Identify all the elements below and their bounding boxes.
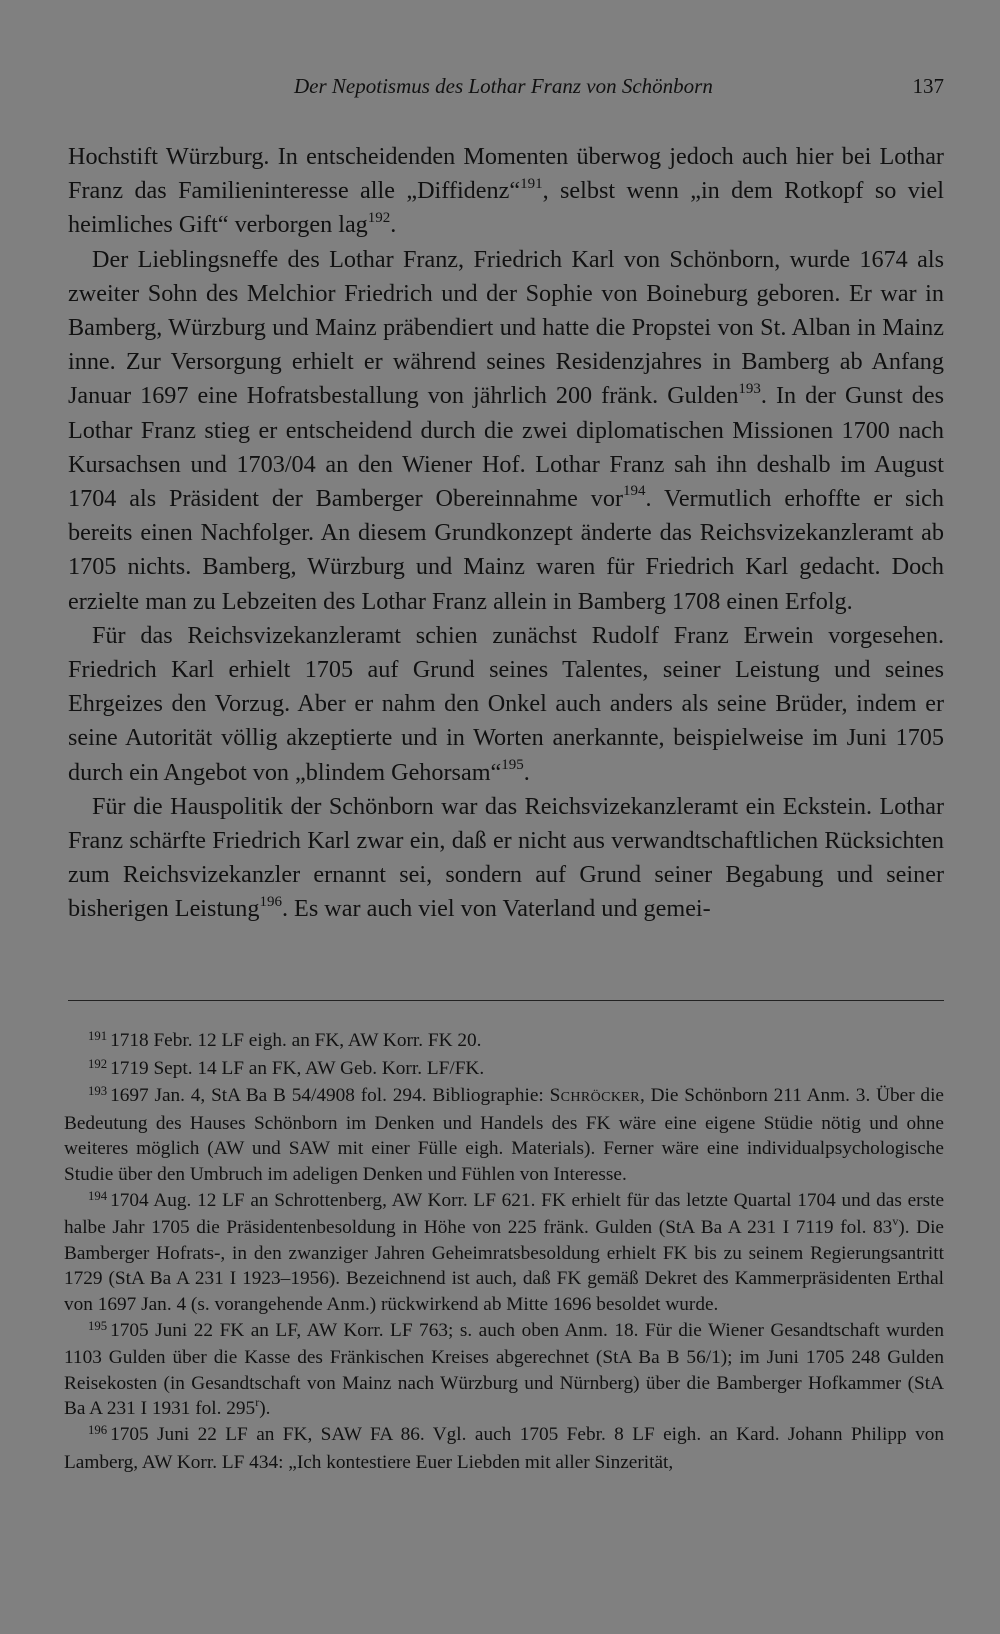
footnote-text: ). <box>259 1398 271 1420</box>
folio-side: v <box>892 1213 899 1228</box>
main-text <box>68 140 944 927</box>
footnote-number: 192 <box>88 1056 108 1071</box>
footnote-text: 1705 Juni 22 LF an FK, SAW FA 86. Vgl. auch 1705 Febr. 8 LF eigh. an Kard. Johann Philipp von Lamberg, AW Korr. LF 434: „Ich kontestiere Euer Liebden mit aller Sinzerität, <box>64 1423 944 1473</box>
text-run: . <box>523 758 530 786</box>
footnote-divider <box>68 1000 944 1001</box>
text-run: Für die Hauspolitik der Schönborn war das Reichsvizekanzleramt ein Eckstein. Lothar Franz schärfte Friedrich Karl zwar ein, daß er nicht aus verwandtschaftlichen Rücksichten zum Reichsvizekanzler ernannt sei, sondern auf Grund seiner Begabung und seiner bisherigen Leistung <box>68 792 944 923</box>
footnote-text: 1705 Juni 22 FK an LF, AW Korr. LF 763; s. auch oben Anm. 18. Für die Wiener Gesandtschaft wurden 1103 Gulden über die Kasse des Fränkischen Kreises abgerechnet (StA Ba B 56/1); im Juni 1705 248 Gulden Reisekosten (in Gesandtschaft von Mainz nach Würzburg und Nürnberg) über die Bamberger Hofkammer (StA Ba A 231 I 1931 fol. 295 <box>64 1319 944 1420</box>
footnote-text: 1704 Aug. 12 LF an Schrottenberg, AW Korr. LF 621. FK erhielt für das letzte Quartal 1704 und das erste halbe Jahr 1705 die Präsidentenbesoldung in Höhe von 225 fränk. Gulden (StA Ba A 231 I 7119 fol. 83 <box>64 1189 944 1239</box>
text-run: , selbst wenn „in dem Rotkopf so viel heimliches Gift“ verborgen lag <box>68 177 944 239</box>
footnotes <box>64 1028 944 1475</box>
text-run: . In der Gunst des Lothar Franz stieg er entscheidend durch die zwei diplomatischen Missionen 1700 nach Kursachsen und 1703/04 an den Wiener Hof. Lothar Franz sah ihn deshalb im August 1704 als Präsident der Bamberger Obereinnahme vor <box>68 382 945 513</box>
folio-side: r <box>255 1394 260 1409</box>
page-number: 137 <box>912 74 944 98</box>
text-run: . Vermutlich erhoffte er sich bereits einen Nachfolger. An diesem Grundkonzept änderte das Reichsvizekanzleramt ab 1705 nichts. Bamberg, Würzburg und Mainz waren für Friedrich Karl gedacht. Doch erzielte man zu Lebzeiten des Lothar Franz allein in Bamberg 1708 einen Erfolg. <box>68 485 944 615</box>
footnote <box>64 1188 944 1318</box>
paragraph <box>68 243 944 619</box>
running-title: Der Nepotismus des Lothar Franz von Schönborn <box>294 74 713 98</box>
text-run: Für das Reichsvizekanzleramt schien zunächst Rudolf Franz Erwein vorgesehen. Friedrich Karl erhielt 1705 auf Grund seines Talentes, seiner Leistung und seines Ehrgeizes den Vorzug. Aber er nahm den Onkel auch anders als seine Brüder, indem er seine Autorität völlig akzeptierte und in Worten anerkannte, beispielweise im Juni 1705 durch ein Angebot von „blindem Gehorsam“ <box>68 621 944 786</box>
paragraph <box>68 140 944 243</box>
text-run: Der Lieblingsneffe des Lothar Franz, Friedrich Karl von Schönborn, wurde 1674 als zweiter Sohn des Melchior Friedrich und der Sophie von Boineburg geboren. Er war in Bamberg, Würzburg und Mainz präbendiert und hatte die Propstei von St. Alban in Mainz inne. Zur Versorgung erhielt er während seines Residenzjahres in Bamberg ab Anfang Januar 1697 eine Hofratsbestallung von jährlich 200 fränk. Gulden <box>68 245 944 410</box>
footnote-ref: 191 <box>520 175 543 192</box>
text-run: Hochstift Würzburg. In entscheidenden Momenten überwog jedoch auch hier bei Lothar Franz das Familieninteresse alle „Diffidenz“ <box>68 143 944 205</box>
footnote-text: 1697 Jan. 4, StA Ba B 54/4908 fol. 294. Bibliographie: <box>110 1085 550 1107</box>
footnote <box>64 1422 944 1475</box>
footnote <box>64 1028 944 1056</box>
page-header <box>68 74 944 108</box>
footnote-text: 1719 Sept. 14 LF an FK, AW Geb. Korr. LF/FK. <box>110 1057 485 1079</box>
footnote <box>64 1083 944 1187</box>
paragraph <box>68 619 944 790</box>
footnote-text: , Die Schönborn 211 Anm. 3. Über die Bedeutung des Hauses Schönborn im Denken und Handels des FK wäre eine eigene Stüdie nötig und ohne weiteres möglich (AW und SAW mit einer Fülle eigh. Materials). Ferner wäre eine individualpsychologische Studie über den Umbruch im adeligen Denken und Fühlen von Interesse. <box>64 1085 944 1185</box>
paragraph <box>68 790 944 927</box>
footnote-number: 195 <box>88 1318 108 1333</box>
footnote <box>64 1318 944 1422</box>
footnote-text: 1718 Febr. 12 LF eigh. an FK, AW Korr. FK 20. <box>110 1030 482 1051</box>
footnote-ref: 194 <box>623 483 646 500</box>
footnote-number: 194 <box>88 1188 108 1203</box>
text-run: . <box>390 211 397 239</box>
footnote <box>64 1056 944 1084</box>
footnote-ref: 196 <box>259 893 282 910</box>
footnote-number: 191 <box>88 1029 108 1044</box>
footnote-ref: 192 <box>367 209 391 226</box>
text-run: . Es war auch viel von Vaterland und gemei- <box>281 895 711 923</box>
footnote-text: ). Die Bamberger Hofrats-, in den zwanziger Jahren Geheimratsbesoldung erhielt FK bis zu seinem Regierungsantritt 1729 (StA Ba A 231 I 1923–1956). Bezeichnend ist auch, daß FK gemäß Dekret des Kammerpräsidenten Erthal von 1697 Jan. 4 (s. vorangehende Anm.) rückwirkend ab Mitte 1696 besoldet wurde. <box>64 1217 944 1315</box>
footnote-number: 196 <box>88 1423 108 1438</box>
footnote-ref: 195 <box>501 757 524 774</box>
footnote-ref: 193 <box>738 380 761 397</box>
author-name: Schröcker <box>549 1085 640 1107</box>
footnote-number: 193 <box>88 1084 108 1099</box>
